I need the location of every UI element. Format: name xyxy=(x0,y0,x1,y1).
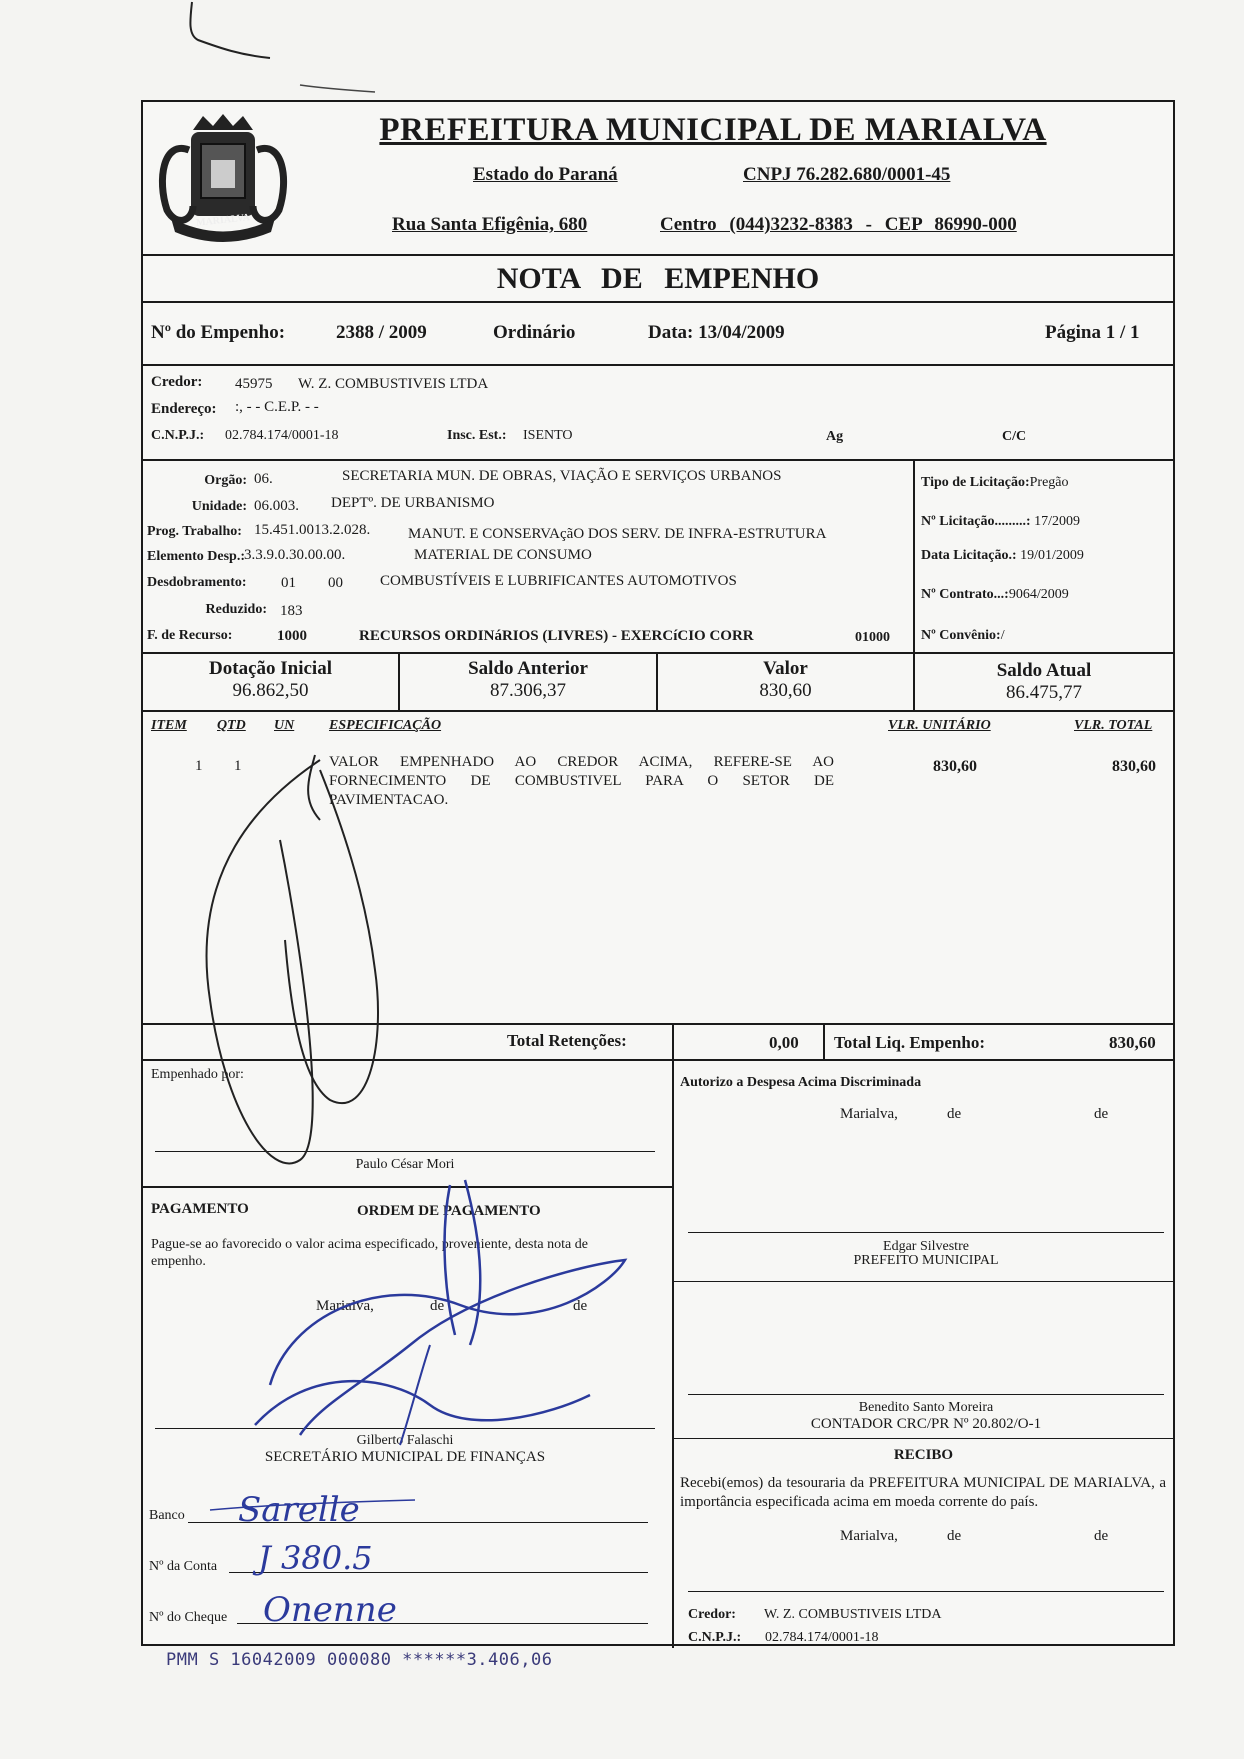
item-spec-line-1: VALOR EMPENHADO AO CREDOR ACIMA, REFERE-SE AO xyxy=(329,754,834,770)
unidade-label: Unidade: xyxy=(191,499,247,514)
signature-empenho xyxy=(190,740,430,1190)
agencia-label: Ag xyxy=(826,429,844,444)
elemento-code: 3.3.9.0.30.00.00. xyxy=(244,547,346,563)
vlr-total-column-header: VLR. TOTAL xyxy=(1074,718,1153,733)
contador-name: Benedito Santo Moreira xyxy=(858,1400,994,1415)
city-address: Rua Santa Efigênia, 680 xyxy=(392,214,588,235)
recibo-place: Marialva, xyxy=(840,1528,898,1544)
autorizo-de-1: de xyxy=(947,1106,962,1122)
empenhado-por-label: Empenhado por: xyxy=(151,1067,244,1082)
licitacao-tipo-label: Tipo de Licitação: xyxy=(921,475,1030,490)
signature-banco-underline xyxy=(205,1480,425,1520)
conta-handwritten: J 380.5 xyxy=(258,1539,373,1577)
un-column-header: UN xyxy=(274,718,295,733)
contrato-value: 9064/2009 xyxy=(1008,587,1069,602)
empenho-type: Ordinário xyxy=(493,322,576,343)
city-contact: Centro (044)3232-8383 - CEP 86990-000 xyxy=(660,214,1017,235)
reduzido-value: 183 xyxy=(280,603,303,619)
vlr-unitario-column-header: VLR. UNITÁRIO xyxy=(888,718,991,733)
orgao-label: Orgão: xyxy=(204,473,247,488)
insc-value: ISENTO xyxy=(523,428,573,443)
credor-label: Credor: xyxy=(151,374,203,390)
elemento-label: Elemento Desp.: xyxy=(147,549,245,564)
pagamento-label: PAGAMENTO xyxy=(151,1201,249,1217)
prog-desc: MANUT. E CONSERVAçãO DOS SERV. DE INFRA-ESTRUTURA xyxy=(408,526,827,542)
recurso-code: 1000 xyxy=(277,628,307,644)
banco-handwritten: Sarelle xyxy=(238,1490,360,1530)
item-column-header: ITEM xyxy=(151,718,187,733)
licitacao-numero-label: Nº Licitação.........: xyxy=(921,514,1031,529)
licitacao-tipo xyxy=(921,475,1069,491)
item-total-value: 830,60 xyxy=(1112,758,1156,775)
recibo-text: Recebi(emos) da tesouraria da PREFEITURA MUNICIPAL DE MARIALVA, a importância especificada acima em moeda corrente do país. xyxy=(680,1475,1166,1510)
licitacao-numero-value: 17/2009 xyxy=(1034,514,1080,529)
corner-mark xyxy=(180,0,420,100)
cnpj-value: 02.784.174/0001-18 xyxy=(225,428,339,443)
convenio-numero xyxy=(921,628,1005,644)
conta-corrente-label: C/C xyxy=(1002,429,1027,444)
recibo-de-2: de xyxy=(1094,1528,1109,1544)
convenio-label: Nº Convênio: xyxy=(921,628,1001,643)
cheque-handwritten: Onenne xyxy=(263,1590,397,1630)
recibo-credor-label: Credor: xyxy=(688,1607,736,1622)
ordem-pagamento-label: ORDEM DE PAGAMENTO xyxy=(357,1203,541,1219)
signature-secretario xyxy=(230,1175,650,1475)
retencoes-label: Total Retenções: xyxy=(507,1031,627,1050)
convenio-value: / xyxy=(1000,628,1005,643)
secretario-name: Gilberto Falaschi xyxy=(356,1433,454,1448)
seal-banner-text: MARIALVA xyxy=(195,212,251,229)
pagamento-text: Pague-se ao favorecido o valor acima especificado, proveniente, desta nota de empenho. xyxy=(151,1237,588,1269)
valor-label: Valor xyxy=(763,658,808,679)
item-number: 1 xyxy=(195,758,203,774)
liquido-value: 830,60 xyxy=(1109,1033,1156,1052)
credor-name: W. Z. COMBUSTIVEIS LTDA xyxy=(298,376,489,392)
desdobramento-label: Desdobramento: xyxy=(147,575,247,590)
endereco-label: Endereço: xyxy=(151,401,217,417)
saldo-anterior-value: 87.306,37 xyxy=(490,680,566,701)
insc-label: Insc. Est.: xyxy=(447,428,507,443)
banco-label: Banco xyxy=(149,1508,185,1523)
city-cnpj: CNPJ 76.282.680/0001-45 xyxy=(743,164,951,185)
pagamento-de-1: de xyxy=(430,1298,445,1314)
licitacao-data-label: Data Licitação.: xyxy=(921,548,1017,563)
liquido-label: Total Liq. Empenho: xyxy=(834,1033,985,1052)
recibo-credor-value: W. Z. COMBUSTIVEIS LTDA xyxy=(764,1607,942,1622)
prog-code: 15.451.0013.2.028. xyxy=(254,522,371,538)
item-unit-value: 830,60 xyxy=(933,758,977,775)
recurso-desc: RECURSOS ORDINáRIOS (LIVRES) - EXERCíCIO CORR xyxy=(359,628,754,644)
empenho-number: 2388 / 2009 xyxy=(336,322,427,343)
licitacao-numero xyxy=(921,514,1080,530)
valor-value: 830,60 xyxy=(759,680,812,701)
autorizo-place: Marialva, xyxy=(840,1106,898,1122)
contador-title: CONTADOR CRC/PR Nº 20.802/O-1 xyxy=(810,1416,1042,1432)
saldo-atual-value: 86.475,77 xyxy=(1006,682,1082,703)
page-indicator: Página 1 / 1 xyxy=(1045,322,1140,343)
endereco-value: :, - - C.E.P. - - xyxy=(235,399,319,415)
spec-column-header: ESPECIFICAÇÃO xyxy=(329,718,442,733)
licitacao-tipo-value: Pregão xyxy=(1029,475,1069,490)
reduzido-label: Reduzido: xyxy=(205,602,267,617)
autorizo-text: Autorizo a Despesa Acima Discriminada xyxy=(680,1075,922,1090)
state-name: Estado do Paraná xyxy=(473,164,618,185)
item-qty: 1 xyxy=(234,758,242,774)
qtd-column-header: QTD xyxy=(217,718,246,733)
dotacao-value: 96.862,50 xyxy=(232,680,309,701)
document-title: NOTA DE EMPENHO xyxy=(496,262,820,295)
recibo-de-1: de xyxy=(947,1528,962,1544)
page-title: PREFEITURA MUNICIPAL DE MARIALVA xyxy=(379,112,1047,148)
print-stamp: PMM S 16042009 000080 ******3.406,06 xyxy=(166,1650,553,1670)
recurso-label: F. de Recurso: xyxy=(147,628,233,643)
desdobramento-desc: COMBUSTÍVEIS E LUBRIFICANTES AUTOMOTIVOS xyxy=(380,573,737,589)
unidade-desc: DEPTº. DE URBANISMO xyxy=(331,495,495,511)
contrato-numero xyxy=(921,587,1069,603)
orgao-code: 06. xyxy=(254,471,273,487)
prefeito-name: Edgar Silvestre xyxy=(883,1239,969,1254)
recibo-title: RECIBO xyxy=(893,1447,954,1463)
prog-label: Prog. Trabalho: xyxy=(147,524,242,539)
recibo-cnpj-value: 02.784.174/0001-18 xyxy=(765,1630,879,1645)
credor-code: 45975 xyxy=(235,376,273,392)
saldo-atual-label: Saldo Atual xyxy=(996,660,1092,681)
orgao-desc: SECRETARIA MUN. DE OBRAS, VIAÇÃO E SERVIÇOS URBANOS xyxy=(342,468,782,484)
empenhado-por-name: Paulo César Mori xyxy=(355,1157,455,1172)
licitacao-data-value: 19/01/2009 xyxy=(1020,548,1084,563)
empenho-date: Data: 13/04/2009 xyxy=(648,322,785,343)
conta-label: Nº da Conta xyxy=(149,1559,218,1574)
autorizo-de-2: de xyxy=(1094,1106,1109,1122)
pagamento-de-2: de xyxy=(573,1298,588,1314)
desdobramento-a: 01 xyxy=(281,575,296,591)
cheque-label: Nº do Cheque xyxy=(149,1610,228,1625)
licitacao-data xyxy=(921,548,1084,564)
elemento-desc: MATERIAL DE CONSUMO xyxy=(414,547,592,563)
cnpj-label: C.N.P.J.: xyxy=(151,428,205,443)
retencoes-value: 0,00 xyxy=(769,1033,799,1052)
municipal-seal-icon xyxy=(153,110,293,250)
recurso-number: 01000 xyxy=(855,630,890,645)
dotacao-label: Dotação Inicial xyxy=(209,658,332,679)
item-spec-line-3: PAVIMENTACAO. xyxy=(329,792,449,808)
prefeito-title: PREFEITO MUNICIPAL xyxy=(853,1253,999,1268)
desdobramento-b: 00 xyxy=(328,575,343,591)
secretario-title: SECRETÁRIO MUNICIPAL DE FINANÇAS xyxy=(264,1449,546,1465)
pagamento-place: Marialva, xyxy=(316,1298,374,1314)
item-spec-line-2: FORNECIMENTO DE COMBUSTIVEL PARA O SETOR DE xyxy=(329,773,834,789)
recibo-cnpj-label: C.N.P.J.: xyxy=(688,1630,742,1645)
empenho-label: Nº do Empenho: xyxy=(151,322,286,343)
unidade-code: 06.003. xyxy=(254,498,299,514)
contrato-label: Nº Contrato...: xyxy=(921,587,1009,602)
saldo-anterior-label: Saldo Anterior xyxy=(468,658,588,679)
